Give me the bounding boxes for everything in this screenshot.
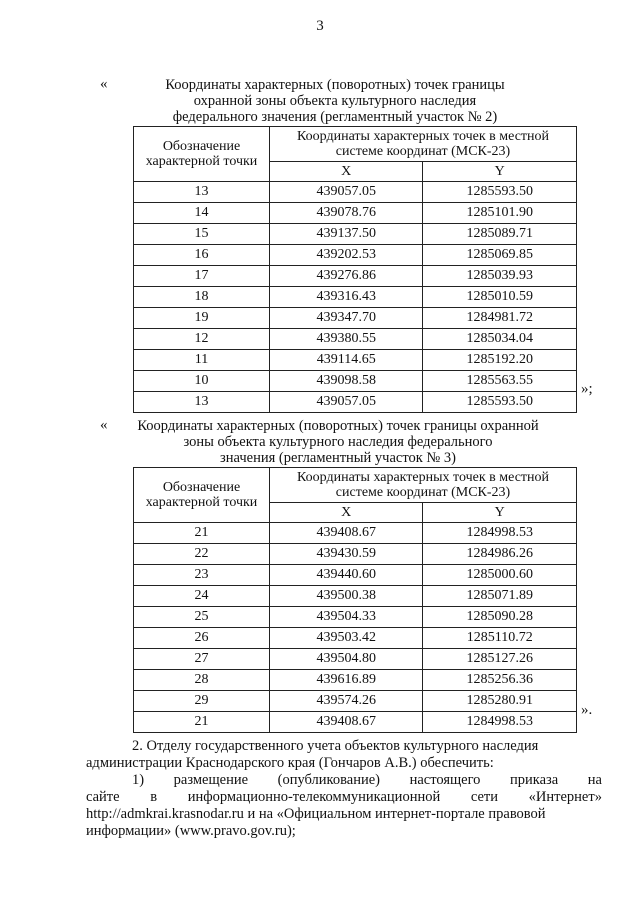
x-cell: 439276.86 <box>270 266 423 287</box>
y-cell: 1285069.85 <box>423 245 577 266</box>
x-cell: 439380.55 <box>270 329 423 350</box>
coordinates-table-section-2 <box>133 126 577 413</box>
x-cell: 439430.59 <box>270 544 423 565</box>
table-row <box>134 544 577 565</box>
closing-quote-semicolon: »; <box>581 381 593 397</box>
header-point-label: Обозначение характерной точки <box>134 468 270 523</box>
table-row <box>134 224 577 245</box>
point-cell: 21 <box>134 523 270 544</box>
point-cell: 24 <box>134 586 270 607</box>
header-y: Y <box>423 503 577 523</box>
table-row <box>134 266 577 287</box>
x-cell: 439114.65 <box>270 350 423 371</box>
table-row <box>134 691 577 712</box>
y-cell: 1285110.72 <box>423 628 577 649</box>
item-1-line-1: 1) размещение (опубликование) настоящего приказа на <box>132 772 602 788</box>
caption-section-3 <box>130 418 546 466</box>
x-cell: 439616.89 <box>270 670 423 691</box>
table-row <box>134 586 577 607</box>
point-cell: 29 <box>134 691 270 712</box>
point-cell: 13 <box>134 182 270 203</box>
paragraph-line: информации» (www.pravo.gov.ru); <box>86 823 296 839</box>
caption-line: федерального значения (регламентный участок № 2) <box>172 109 498 125</box>
y-cell: 1284986.26 <box>423 544 577 565</box>
paragraph-2 <box>86 738 602 840</box>
point-cell: 26 <box>134 628 270 649</box>
header-coordinates-label: Координаты характерных точек в местной системе координат (МСК-23) <box>270 127 577 162</box>
table-row <box>134 607 577 628</box>
caption-line: Координаты характерных (поворотных) точек границы охранной <box>137 418 539 434</box>
y-cell: 1285000.60 <box>423 565 577 586</box>
y-cell: 1285034.04 <box>423 329 577 350</box>
x-cell: 439500.38 <box>270 586 423 607</box>
caption-section-2 <box>140 77 530 125</box>
x-cell: 439347.70 <box>270 308 423 329</box>
y-cell: 1284981.72 <box>423 308 577 329</box>
x-cell: 439408.67 <box>270 712 423 733</box>
point-cell: 17 <box>134 266 270 287</box>
point-cell: 12 <box>134 329 270 350</box>
point-cell: 16 <box>134 245 270 266</box>
x-cell: 439098.58 <box>270 371 423 392</box>
y-cell: 1285563.55 <box>423 371 577 392</box>
header-y: Y <box>423 162 577 182</box>
y-cell: 1285127.26 <box>423 649 577 670</box>
x-cell: 439504.33 <box>270 607 423 628</box>
point-cell: 28 <box>134 670 270 691</box>
table-row <box>134 371 577 392</box>
point-cell: 13 <box>134 392 270 413</box>
paragraph-line: http://admkrai.krasnodar.ru и на «Официальном интернет-портале правовой <box>86 806 546 822</box>
table-row <box>134 203 577 224</box>
x-cell: 439078.76 <box>270 203 423 224</box>
caption-line: значения (регламентный участок № 3) <box>220 450 456 466</box>
opening-quote: « <box>100 76 108 92</box>
paragraph-line: администрации Краснодарского края (Гончаров А.В.) обеспечить: <box>86 755 494 771</box>
point-cell: 19 <box>134 308 270 329</box>
y-cell: 1285089.71 <box>423 224 577 245</box>
point-cell: 10 <box>134 371 270 392</box>
table-row <box>134 392 577 413</box>
y-cell: 1285593.50 <box>423 392 577 413</box>
y-cell: 1284998.53 <box>423 712 577 733</box>
y-cell: 1285010.59 <box>423 287 577 308</box>
point-cell: 25 <box>134 607 270 628</box>
x-cell: 439202.53 <box>270 245 423 266</box>
opening-quote: « <box>100 417 108 433</box>
caption-line: охранной зоны объекта культурного наследия <box>193 93 477 109</box>
point-cell: 18 <box>134 287 270 308</box>
table-row <box>134 523 577 544</box>
x-cell: 439408.67 <box>270 523 423 544</box>
page-number: 3 <box>316 18 324 34</box>
table-row <box>134 245 577 266</box>
y-cell: 1285192.20 <box>423 350 577 371</box>
y-cell: 1285039.93 <box>423 266 577 287</box>
table-row <box>134 182 577 203</box>
header-point-label: Обозначение характерной точки <box>134 127 270 182</box>
item-1-line-2: сайте в информационно-телекоммуникационной сети «Интернет» <box>86 789 602 805</box>
y-cell: 1285593.50 <box>423 182 577 203</box>
x-cell: 439057.05 <box>270 182 423 203</box>
header-x: X <box>270 503 423 523</box>
point-cell: 14 <box>134 203 270 224</box>
table-row <box>134 628 577 649</box>
x-cell: 439316.43 <box>270 287 423 308</box>
caption-line: Координаты характерных (поворотных) точек границы <box>165 77 505 93</box>
y-cell: 1285101.90 <box>423 203 577 224</box>
x-cell: 439057.05 <box>270 392 423 413</box>
point-cell: 27 <box>134 649 270 670</box>
x-cell: 439574.26 <box>270 691 423 712</box>
x-cell: 439440.60 <box>270 565 423 586</box>
table-row <box>134 350 577 371</box>
point-cell: 15 <box>134 224 270 245</box>
x-cell: 439137.50 <box>270 224 423 245</box>
y-cell: 1284998.53 <box>423 523 577 544</box>
point-cell: 22 <box>134 544 270 565</box>
point-cell: 23 <box>134 565 270 586</box>
header-coordinates-label: Координаты характерных точек в местной системе координат (МСК-23) <box>270 468 577 503</box>
point-cell: 21 <box>134 712 270 733</box>
coordinates-table-section-3 <box>133 467 577 733</box>
table-row <box>134 329 577 350</box>
paragraph-line: 2. Отделу государственного учета объектов культурного наследия <box>132 738 539 754</box>
point-cell: 11 <box>134 350 270 371</box>
x-cell: 439503.42 <box>270 628 423 649</box>
x-cell: 439504.80 <box>270 649 423 670</box>
header-x: X <box>270 162 423 182</box>
y-cell: 1285071.89 <box>423 586 577 607</box>
table-row <box>134 649 577 670</box>
table-row <box>134 308 577 329</box>
table-row <box>134 712 577 733</box>
table-row <box>134 565 577 586</box>
y-cell: 1285090.28 <box>423 607 577 628</box>
table-row <box>134 670 577 691</box>
table-row <box>134 287 577 308</box>
caption-line: зоны объекта культурного наследия федерального <box>183 434 493 450</box>
y-cell: 1285280.91 <box>423 691 577 712</box>
closing-quote-period: ». <box>581 702 593 718</box>
y-cell: 1285256.36 <box>423 670 577 691</box>
